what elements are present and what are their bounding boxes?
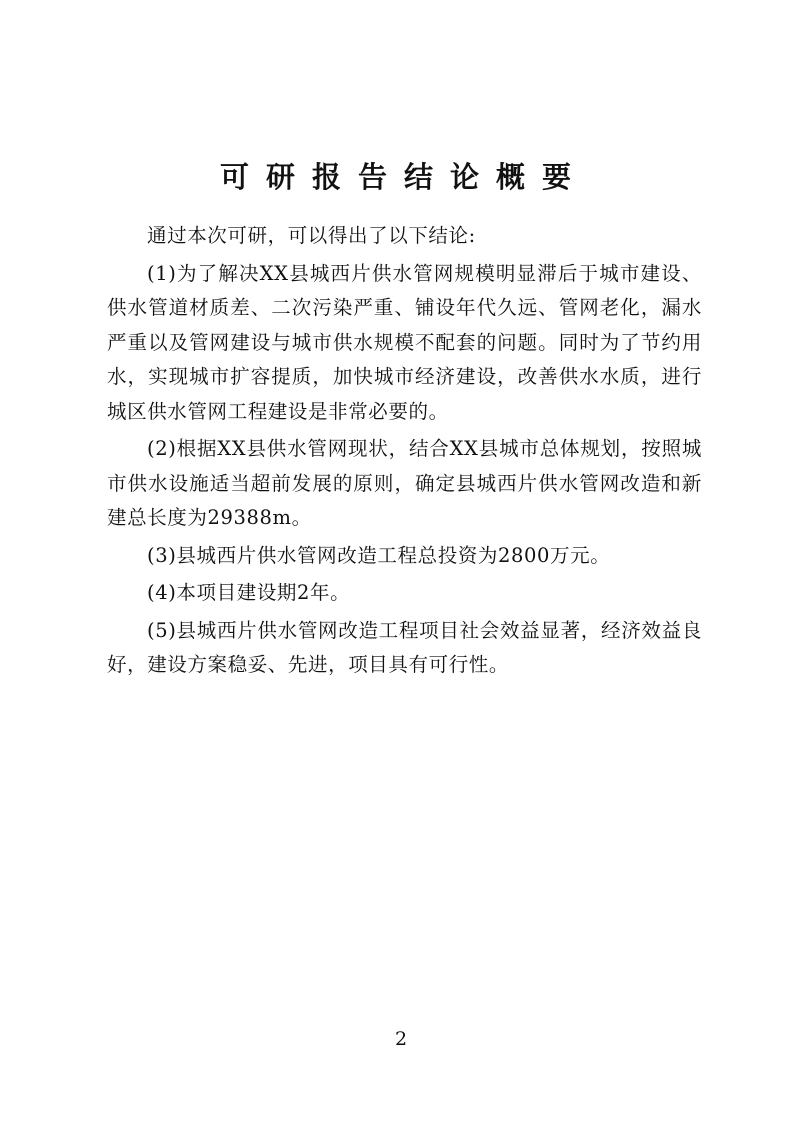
intro-paragraph: 通过本次可研，可以得出了以下结论:: [147, 224, 476, 247]
conclusion-item-2: (2)根据XX县供水管网现状，结合XX县城市总体规划，按照城市供水设施适当超前发展的原则，确定县城西片供水管网改造和新建总长度为29388m。: [107, 437, 702, 529]
conclusion-item-3: (3)县城西片供水管网改造工程总投资为2800万元。: [147, 543, 611, 567]
page-title: 可研报告结论概要: [219, 160, 588, 194]
conclusion-item-5: (5)县城西片供水管网改造工程项目社会效益显著，经济效益良好，建设方案稳妥、先进，项目具有可行性。: [107, 618, 702, 676]
conclusion-body: [107, 219, 702, 686]
page-number: 2: [394, 1028, 408, 1050]
conclusion-item-4: (4)本项目建设期2年。: [147, 581, 351, 604]
conclusion-item-1: (1)为了解决XX县城西片供水管网规模明显滞后于城市建设、供水管道材质差、二次污染严重、铺设年代久远、管网老化，漏水严重以及管网建设与城市供水规模不配套的问题。同时为了节约用水，实现城市扩容提质，加快城市经济建设，改善供水水质，进行城区供水管网工程建设是非常必要的。: [107, 261, 702, 423]
